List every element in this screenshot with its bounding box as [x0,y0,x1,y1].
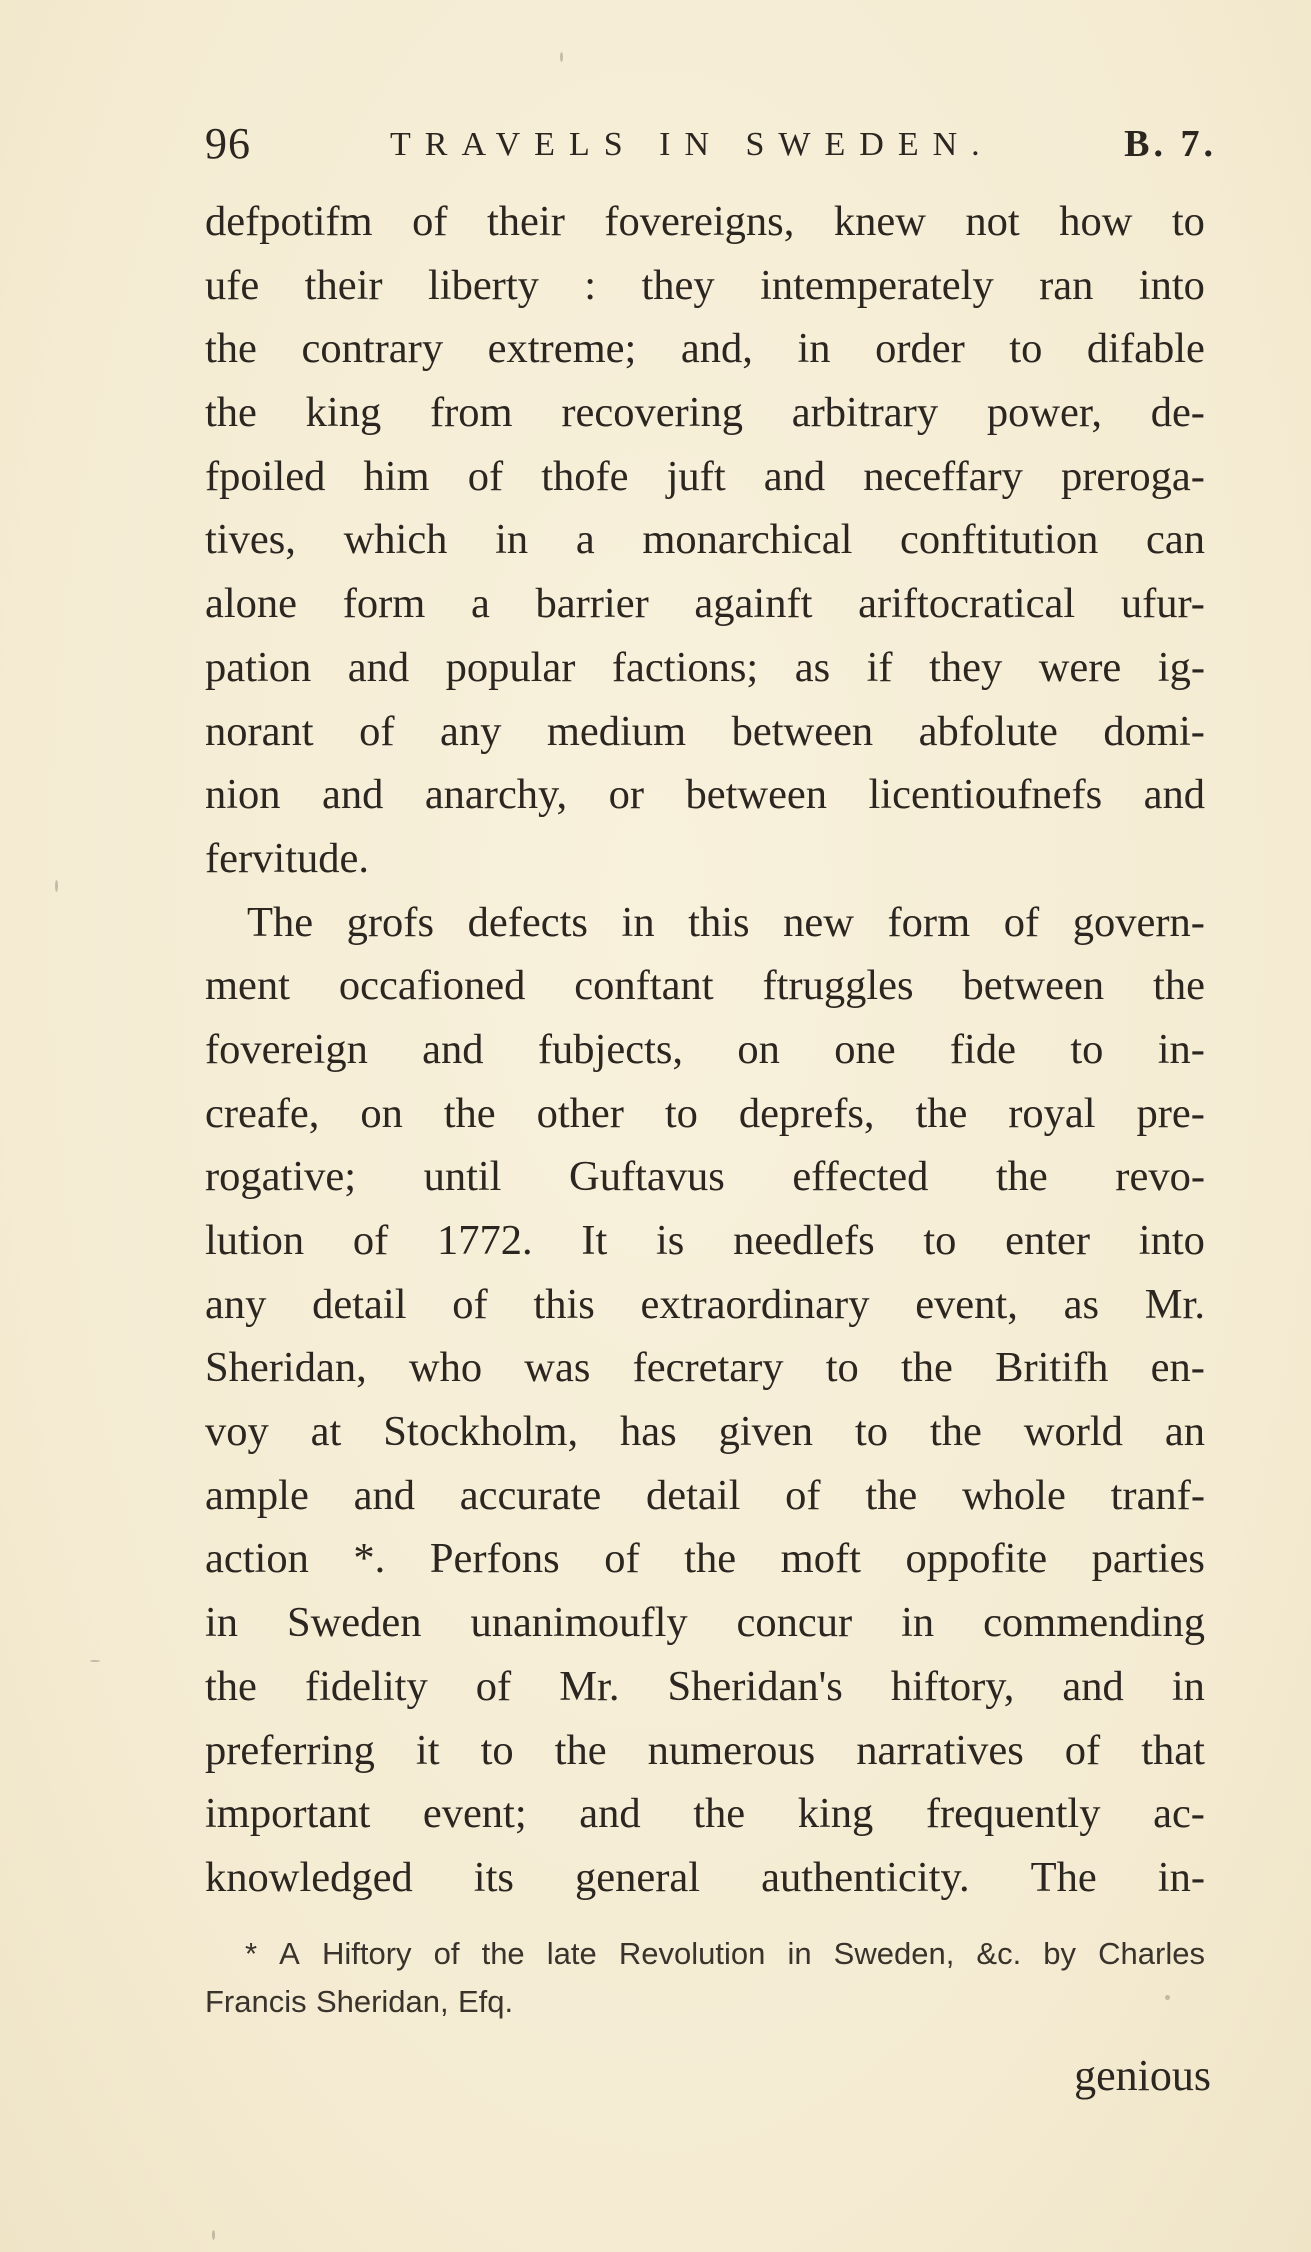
word: the [915,1089,968,1137]
word: king [305,389,382,437]
word: ment [205,962,290,1010]
word: whole [961,1471,1066,1519]
text-line [205,572,1205,636]
word: to [1009,325,1043,373]
word: conftant [574,962,714,1010]
word: detail [312,1280,407,1328]
word: any [439,707,502,755]
word: Sheridan, [315,1984,449,2019]
paragraph-1 [205,190,1205,891]
catchword: genious [1074,2051,1211,2100]
word: world [1023,1408,1123,1456]
word: intemperately [760,261,994,309]
word: narratives [856,1726,1024,1774]
word: their [304,261,383,309]
paper-speck [560,52,563,62]
word: an [1164,1408,1205,1456]
word: commending [983,1599,1205,1647]
word: order [875,325,965,373]
book-reference: B. 7. [1124,123,1217,165]
word: to [854,1408,888,1456]
word: ample [205,1471,309,1519]
word: defects [467,898,588,946]
word: one [834,1025,896,1073]
text-line [205,1719,1205,1783]
word: important [205,1790,371,1838]
word: ftruggles [762,962,914,1010]
word: and, [680,325,753,373]
word: fpoiled [205,452,326,500]
word: The [1030,1853,1097,1901]
word: &c. [976,1936,1022,1971]
word: A [279,1936,300,1971]
word: *. [353,1535,386,1583]
word: pre- [1136,1089,1205,1137]
word: of [785,1471,821,1519]
word: nion [205,771,281,819]
word: Sheridan's [667,1662,843,1710]
word: how [1059,198,1133,245]
text-line [205,1273,1205,1337]
text-line [205,190,1205,254]
word: of [467,452,504,500]
word: event; [422,1790,527,1838]
word: ariftocratical [858,580,1076,628]
word: detail [646,1471,741,1519]
word: rogative; [205,1153,357,1201]
word: their [486,198,565,245]
word: the [865,1471,918,1519]
word: Mr. [1144,1280,1205,1328]
word: not [965,198,1020,245]
word: * [245,1936,258,1971]
word: its [473,1853,514,1901]
word: into [1138,1217,1205,1264]
text-line [205,1145,1205,1209]
text-line [205,1400,1205,1464]
word: if [866,643,893,691]
word: ufe [205,261,260,309]
word: the [1153,962,1205,1010]
word: 1772. [437,1217,533,1264]
word: general [574,1853,701,1901]
word: Revolution [618,1936,766,1971]
word: Guftavus [569,1153,725,1201]
word: Mr. [559,1662,620,1710]
word: and [422,1025,484,1073]
running-title: TRAVELS IN SWEDEN. [390,126,994,163]
word: govern- [1072,898,1205,946]
text-line [205,700,1205,764]
word: of [359,707,395,755]
word: norant [205,707,314,755]
text-line [205,1591,1205,1655]
word: that [1141,1726,1205,1774]
word: from [429,389,513,437]
word: pation [205,643,312,691]
word: to [1171,198,1205,245]
word: monarchical [642,516,853,564]
word: effected [792,1153,929,1201]
word: barrier [535,580,649,628]
word: contrary [301,325,444,373]
word: the [443,1089,496,1137]
word: parties [1091,1535,1205,1583]
word: was [524,1344,591,1392]
word: tranf- [1110,1471,1205,1519]
word: knew [833,198,926,245]
word: concur [736,1599,853,1647]
word: fervitude. [205,834,370,882]
word: as [794,643,831,691]
word: hiftory, [890,1662,1015,1710]
word: it [415,1726,440,1774]
word: Britifh [995,1344,1109,1392]
text-line [205,445,1205,509]
word: occafioned [338,962,526,1010]
word: between [685,771,828,819]
text-line [205,1464,1205,1528]
text-line [205,317,1205,381]
word: creafe, [205,1089,320,1137]
word: of [412,198,448,245]
word: extraordinary [640,1280,870,1328]
word: late [546,1936,597,1971]
word: new [783,898,854,946]
word: at [310,1408,342,1456]
word: the [554,1726,607,1774]
word: in- [1157,1025,1205,1073]
text-line [205,891,1205,955]
body-text [205,190,1205,1910]
word: the [205,325,257,373]
word: to [1070,1025,1104,1073]
word: in [621,898,655,946]
text-line [205,1018,1205,1082]
word: Sweden [286,1599,422,1647]
paper-speck [212,2230,215,2240]
word: a [470,580,490,628]
word: fecretary [632,1344,784,1392]
word: and [347,643,410,691]
word: of [352,1217,389,1264]
word: defpotifm [205,198,373,245]
word: to [480,1726,514,1774]
text-line [205,763,1205,827]
text-line [205,1846,1205,1910]
word: The [247,898,314,946]
word: authenticity. [761,1853,970,1901]
word: fidelity [304,1662,428,1710]
word: Perfons [429,1535,560,1583]
word: in [797,325,831,373]
text-line [205,254,1205,318]
word: form [887,898,971,946]
word: frequently [925,1790,1101,1838]
word: liberty [427,261,539,309]
word: : [584,261,597,309]
word: ig- [1157,643,1205,691]
word: numerous [647,1726,816,1774]
word: form [342,580,426,628]
footnote [205,1930,1205,2026]
word: the [929,1408,982,1456]
word: they [929,643,1003,691]
word: revo- [1115,1153,1205,1201]
word: licentioufnefs [868,771,1103,819]
word: unanimoufly [470,1599,688,1647]
word: fide [949,1025,1016,1073]
word: oppofite [905,1535,1048,1583]
word: fovereign [205,1025,368,1073]
word: were [1038,643,1122,691]
word: domi- [1103,707,1205,755]
word: medium [546,707,687,755]
word: of [604,1535,640,1583]
word: juft [666,452,726,500]
word: or [608,771,645,819]
word: Sweden, [833,1936,955,1971]
word: difable [1086,325,1205,373]
text-line [205,636,1205,700]
word: the [481,1936,525,1971]
footnote-line [205,1978,1205,2026]
word: lution [205,1217,305,1264]
word: Charles [1098,1936,1205,1971]
word: It [581,1217,608,1264]
word: anarchy, [424,771,568,819]
word: ac- [1153,1790,1205,1838]
word: they [641,261,715,309]
word: power, [986,389,1102,437]
word: in [205,1599,239,1647]
word: accurate [459,1471,602,1519]
word: ufur- [1120,580,1205,628]
text-line [205,508,1205,572]
word: factions; [611,643,759,691]
word: the [693,1790,746,1838]
word: of [433,1936,460,1971]
paper-speck [90,1660,100,1662]
word: enter [1005,1217,1091,1264]
word: of [1003,898,1040,946]
word: grofs [346,898,435,946]
word: other [536,1089,624,1137]
word: who [408,1344,483,1392]
text-line [205,1209,1205,1273]
word: moft [780,1535,861,1583]
word: on [360,1089,403,1137]
word: ran [1039,261,1094,309]
word: can [1146,516,1205,564]
word: the [205,1662,257,1710]
word: and [579,1790,641,1838]
word: in [495,516,529,564]
word: in- [1157,1853,1205,1901]
word: any [205,1280,267,1328]
word: Stockholm, [383,1408,579,1456]
text-line [205,1336,1205,1400]
word: the [995,1153,1048,1201]
text-line [205,1655,1205,1719]
running-header [205,118,1217,178]
word: king [797,1790,874,1838]
text-line [205,1782,1205,1846]
paper-speck [1165,1995,1170,2000]
word: until [423,1153,502,1201]
word: the [205,389,257,437]
word: en- [1150,1344,1205,1392]
word: arbitrary [791,389,939,437]
word: tives, [205,516,296,564]
word: recovering [561,389,744,437]
word: of [475,1662,512,1710]
word: him [363,452,430,500]
word: extreme; [487,325,637,373]
word: and [322,771,384,819]
word: fubjects, [537,1025,684,1073]
word: in [1171,1662,1205,1710]
word: conftitution [900,516,1099,564]
word: this [688,898,750,946]
word: fovereigns, [604,198,795,245]
word: as [1063,1280,1099,1328]
word: by [1043,1936,1077,1971]
word: abfolute [918,707,1058,755]
word: which [343,516,448,564]
text-line [205,954,1205,1018]
word: has [620,1408,677,1456]
word: popular [445,643,576,691]
word: and [1062,1662,1124,1710]
text-line [205,1082,1205,1146]
footnote-line [205,1930,1205,1978]
word: againft [694,580,813,628]
paragraph-2 [205,891,1205,1910]
word: royal [1008,1089,1096,1137]
word: the [901,1344,953,1392]
word: Francis [205,1984,307,2019]
word: and [353,1471,415,1519]
word: a [575,516,595,564]
word: to [825,1344,859,1392]
word: between [962,962,1105,1010]
word: to [664,1089,698,1137]
word: Efq. [457,1984,514,2019]
paper-speck [55,880,58,892]
word: into [1138,261,1205,309]
word: preferring [205,1726,375,1774]
word: on [737,1025,780,1073]
word: is [656,1217,685,1264]
word: preroga- [1060,452,1205,500]
word: thofe [541,452,629,500]
word: and [1143,771,1205,819]
word: de- [1150,389,1205,437]
word: Sheridan, [205,1344,367,1392]
word: this [533,1280,595,1328]
word: the [684,1535,737,1583]
word: needlefs [733,1217,875,1264]
word: given [718,1408,813,1456]
word: knowledged [205,1853,413,1901]
word: deprefs, [738,1089,875,1137]
word: to [923,1217,957,1264]
word: neceffary [863,452,1023,500]
word: voy [205,1408,269,1456]
word: event, [915,1280,1018,1328]
word: of [452,1280,488,1328]
word: and [763,452,826,500]
text-line [205,827,1205,891]
text-line [205,381,1205,445]
text-line [205,1527,1205,1591]
word: in [787,1936,812,1971]
word: action [205,1535,309,1583]
word: of [1064,1726,1101,1774]
word: between [731,707,874,755]
word: in [901,1599,935,1647]
word: Hiftory [321,1936,412,1971]
page-number: 96 [205,119,251,168]
word: alone [205,580,298,628]
